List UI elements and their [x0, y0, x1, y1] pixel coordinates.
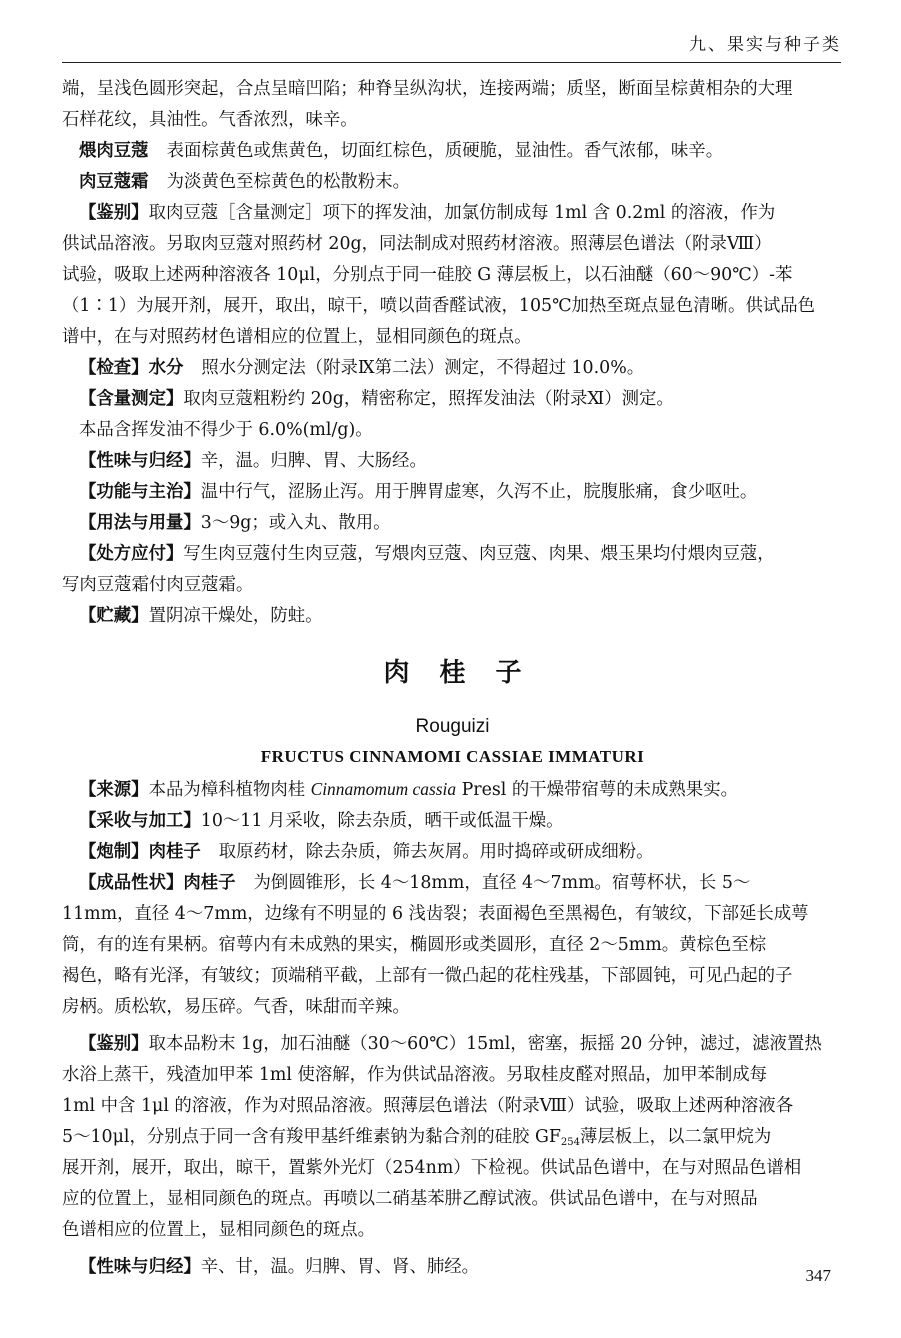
- mono-identification-line-6: 应的位置上，显相同颜色的斑点。再喷以二硝基苯肼乙醇试液。供试品色谱中，在与对照品: [62, 1189, 758, 1209]
- mono-identification-label: 【鉴别】: [79, 1034, 149, 1054]
- assay-requirement: 本品含挥发油不得少于 6.0%(ml/g)。: [79, 420, 373, 440]
- functions-label: 【功能与主治】: [79, 482, 201, 502]
- characteristics-line-5: 房柄。质松软，易压碎。气香，味甜而辛辣。: [62, 997, 410, 1017]
- wei-roudoukou-entry: [62, 136, 843, 167]
- nature-meridian-label: 【性味与归经】: [79, 451, 201, 471]
- source-label: 【来源】: [79, 780, 149, 800]
- mono-nature-meridian-text: 辛、甘，温。归脾、胃、肾、肺经。: [200, 1257, 480, 1277]
- dosage-label: 【用法与用量】: [79, 513, 201, 533]
- mono-identification-line-1: 【鉴别】取本品粉末 1g，加石油醚（30～60℃）15ml，密塞，振摇 20 分钟，滤过，滤液置热: [79, 1034, 822, 1054]
- functions-text: 温中行气，涩肠止泻。用于脾胃虚寒，久泻不止，脘腹胀痛，食少呕吐。: [200, 482, 758, 502]
- mono-nature-meridian-entry: [62, 1252, 843, 1283]
- gf-subscript: 254: [560, 1137, 581, 1148]
- characteristics-line-4: 褐色，略有光泽，有皱纹；顶端稍平截，上部有一微凸起的花柱残基，下部圆钝，可见凸起的子: [62, 966, 793, 986]
- mono-nature-meridian-label: 【性味与归经】: [79, 1257, 201, 1277]
- dosage-text: 3～9g；或入丸、散用。: [200, 513, 391, 533]
- description-continued-line-2: 石样花纹，具油性。气香浓烈，味辛。: [62, 110, 358, 130]
- assay-label: 【含量测定】: [79, 389, 184, 409]
- roudoukou-shuang-text: 为淡黄色至棕黄色的松散粉末。: [166, 172, 411, 192]
- storage-label: 【贮藏】: [79, 606, 149, 626]
- processing-label: 【炮制】肉桂子: [79, 842, 201, 862]
- description-continued-line-1: 端，呈浅色圆形突起，合点呈暗凹陷；种脊呈纵沟状，连接两端；质坚，断面呈棕黄相杂的大理: [62, 79, 793, 99]
- characteristics-line-1: 【成品性状】肉桂子 为倒圆锥形，长 4～18mm，直径 4～7mm。宿萼杯状，长 5～: [79, 873, 751, 893]
- storage-text: 置阴凉干燥处，防蛀。: [148, 606, 323, 626]
- mono-identification-line-4: 5～10μl，分别点于同一含有羧甲基纤维素钠为黏合剂的硅胶 $GF_{254}$薄层板上，以二氯甲烷为: [62, 1127, 772, 1148]
- roudoukou-shuang-entry: [62, 167, 843, 198]
- storage-entry: [62, 601, 843, 632]
- identification-label: 【鉴别】: [79, 203, 149, 223]
- inspection-entry: [62, 353, 843, 384]
- identification-line-5: 谱中，在与对照药材色谱相应的位置上，显相同颜色的斑点。: [62, 327, 532, 347]
- monograph-pinyin: Rouguizi: [415, 716, 490, 737]
- prescription-label: 【处方应付】: [79, 544, 184, 564]
- harvest-entry: [62, 806, 843, 837]
- wei-roudoukou-label: 煨肉豆蔻: [79, 141, 149, 161]
- processing-entry: [62, 837, 843, 868]
- nature-meridian-text: 辛，温。归脾、胃、大肠经。: [200, 451, 427, 471]
- functions-entry: [62, 477, 843, 508]
- characteristics-line-3: 筒，有的连有果柄。宿萼内有未成熟的果实，椭圆形或类圆形，直径 2～5mm。黄棕色至棕: [62, 935, 767, 955]
- monograph-latin-name: FRUCTUS CINNAMOMI CASSIAE IMMATURI: [260, 747, 645, 766]
- characteristics-label: 【成品性状】肉桂子: [79, 873, 236, 893]
- mono-identification-line-3: 1ml 中含 1μl 的溶液，作为对照品溶液。照薄层色谱法（附录Ⅷ）试验，吸取上述两种溶液各: [62, 1096, 794, 1116]
- mono-identification-line-2: 水浴上蒸干，残渣加甲苯 1ml 使溶解，作为供试品溶液。另取桂皮醛对照品，加甲苯制成每: [62, 1065, 768, 1085]
- page-body: [62, 74, 843, 1283]
- page-number: 347: [805, 1266, 831, 1285]
- identification-line-1: 【鉴别】取肉豆蔻［含量测定］项下的挥发油，加氯仿制成每 1ml 含 0.2ml 的溶液，作为: [79, 203, 776, 223]
- source-entry: 【来源】本品为樟科植物肉桂 Cinnamomum cassia Presl 的干燥带宿萼的未成熟果实。: [79, 779, 738, 800]
- running-head: 九、果实与种子类: [689, 35, 841, 55]
- mono-identification-line-7: 色谱相应的位置上，显相同颜色的斑点。: [62, 1220, 376, 1240]
- inspection-label: 【检查】水分: [79, 358, 184, 378]
- identification-line-4: （1∶1）为展开剂，展开，取出，晾干，喷以茴香醛试液，105℃加热至斑点显色清晰。供试品色: [62, 296, 816, 316]
- species-name: Cinnamomum cassia: [310, 779, 457, 799]
- header-rule: [62, 62, 841, 63]
- harvest-text: 10～11 月采收，除去杂质，晒干或低温干燥。: [200, 811, 564, 831]
- prescription-entry-line-1: 【处方应付】写生肉豆蔻付生肉豆蔻，写煨肉豆蔻、肉豆蔻、肉果、煨玉果均付煨肉豆蔻，: [79, 544, 775, 564]
- assay-entry: [62, 384, 843, 415]
- dosage-entry: [62, 508, 843, 539]
- roudoukou-shuang-label: 肉豆蔻霜: [79, 172, 149, 192]
- mono-identification-line-5: 展开剂，展开，取出，晾干，置紫外光灯（254nm）下检视。供试品色谱中，在与对照品色谱相: [62, 1158, 802, 1178]
- harvest-label: 【采收与加工】: [79, 811, 201, 831]
- processing-text: 取原药材，除去杂质，筛去灰屑。用时捣碎或研成细粉。: [218, 842, 654, 862]
- identification-line-2: 供试品溶液。另取肉豆蔻对照药材 20g，同法制成对照药材溶液。照薄层色谱法（附录Ⅷ）: [62, 234, 772, 254]
- characteristics-line-2: 11mm，直径 4～7mm，边缘有不明显的 6 浅齿裂；表面褐色至黑褐色，有皱纹，下部延长成萼: [62, 904, 809, 924]
- wei-roudoukou-text: 表面棕黄色或焦黄色，切面红棕色，质硬脆，显油性。香气浓郁，味辛。: [166, 141, 724, 161]
- prescription-entry-line-2: 写肉豆蔻霜付肉豆蔻霜。: [62, 575, 254, 595]
- assay-text: 取肉豆蔻粗粉约 20g，精密称定，照挥发油法（附录Ⅺ）测定。: [183, 389, 674, 409]
- nature-meridian-entry: [62, 446, 843, 477]
- monograph-title: 肉桂子: [383, 658, 552, 688]
- inspection-text: 照水分测定法（附录Ⅸ第二法）测定，不得超过 10.0%。: [201, 358, 645, 378]
- identification-line-3: 试验，吸取上述两种溶液各 10μl，分别点于同一硅胶 G 薄层板上，以石油醚（60～90℃）-苯: [62, 265, 793, 285]
